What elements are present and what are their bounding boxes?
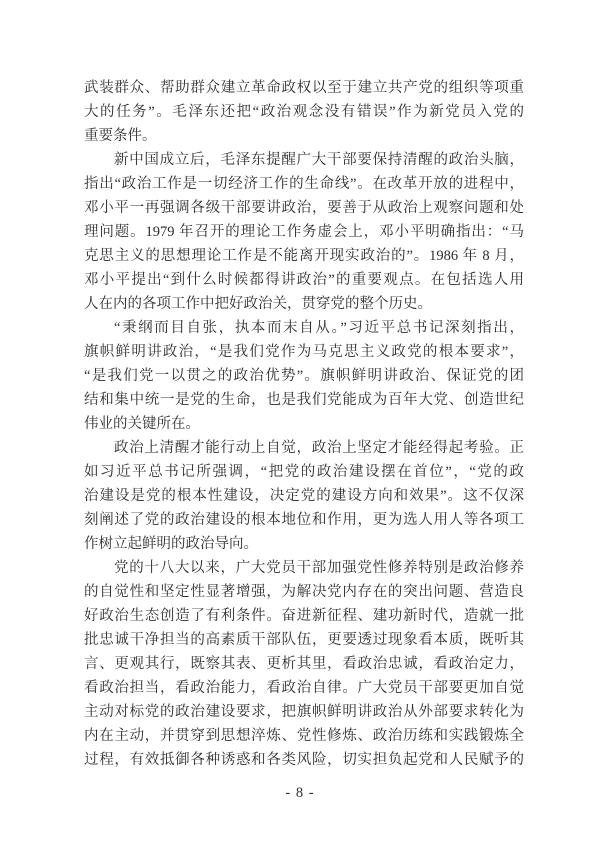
text-line: 大的任务”。毛泽东还把“政治观念没有错误”作为新党员入党的	[84, 104, 524, 120]
paragraph	[84, 436, 524, 556]
paragraph	[84, 556, 524, 772]
text-line: 新中国成立后，毛泽东提醒广大干部要保持清醒的政治头脑，	[114, 152, 524, 168]
text-line: 如习近平总书记所强调，“把党的政治建设摆在首位”，“党的政	[84, 464, 524, 480]
page-number: - 8 -	[285, 785, 315, 801]
text-line: 政治上清醒才能行动上自觉，政治上坚定才能经得起考验。正	[114, 440, 524, 456]
text-line: 好政治生态创造了有利条件。奋进新征程、建功新时代，造就一批	[84, 608, 524, 624]
text-line: 伟业的关键所在。	[84, 416, 200, 432]
text-line: “秉纲而目自张，执本而末自从。”习近平总书记深刻指出，	[114, 320, 524, 336]
text-line: 治建设是党的根本性建设，决定党的建设方向和效果”。这不仅深	[84, 488, 524, 504]
text-line: 作树立起鲜明的政治导向。	[84, 536, 258, 552]
paragraph	[84, 148, 524, 316]
text-line: 内在主动，并贯穿到思想淬炼、党性修炼、政治历练和实践锻炼全	[84, 728, 524, 744]
text-line: 人在内的各项工作中把好政治关，贯穿党的整个历史。	[84, 296, 432, 312]
text-line: 克思主义的思想理论工作是不能离开现实政治的”。1986 年 8 月，	[84, 248, 524, 264]
text-line: 党的十八大以来，广大党员干部加强党性修养特别是政治修养	[114, 560, 524, 576]
text-line: “是我们党一以贯之的政治优势”。旗帜鲜明讲政治、保证党的团	[84, 368, 524, 384]
text-line: 邓小平一再强调各级干部要讲政治，要善于从政治上观察问题和处	[84, 200, 524, 216]
text-line: 的自觉性和坚定性显著增强，为解决党内存在的突出问题、营造良	[84, 584, 524, 600]
document-body	[84, 76, 524, 772]
text-line: 主动对标党的政治建设要求，把旗帜鲜明讲政治从外部要求转化为	[84, 704, 524, 720]
text-line: 理问题。1979 年召开的理论工作务虚会上，邓小平明确指出：“马	[84, 224, 524, 240]
text-line: 结和集中统一是党的生命，也是我们党能成为百年大党、创造世纪	[84, 392, 524, 408]
text-line: 指出“政治工作是一切经济工作的生命线”。在改革开放的进程中，	[84, 176, 524, 192]
text-line: 刻阐述了党的政治建设的根本地位和作用，更为选人用人等各项工	[84, 512, 524, 528]
paragraph	[84, 316, 524, 436]
text-line: 批忠诚干净担当的高素质干部队伍，更要透过现象看本质，既听其	[84, 632, 524, 648]
text-line: 旗帜鲜明讲政治，“是我们党作为马克思主义政党的根本要求”，	[84, 344, 524, 360]
text-line: 武装群众、帮助群众建立革命政权以至于建立共产党的组织等项重	[84, 80, 524, 96]
text-line: 看政治担当，看政治能力，看政治自律。广大党员干部要更加自觉	[84, 680, 524, 696]
text-line: 重要条件。	[84, 128, 157, 144]
text-line: 过程，有效抵御各种诱惑和各类风险，切实担负起党和人民赋予的	[84, 752, 524, 768]
paragraph	[84, 76, 524, 148]
text-line: 邓小平提出“到什么时候都得讲政治”的重要观点。在包括选人用	[84, 272, 524, 288]
text-line: 言、更观其行，既察其表、更析其里，看政治忠诚，看政治定力，	[84, 656, 524, 672]
